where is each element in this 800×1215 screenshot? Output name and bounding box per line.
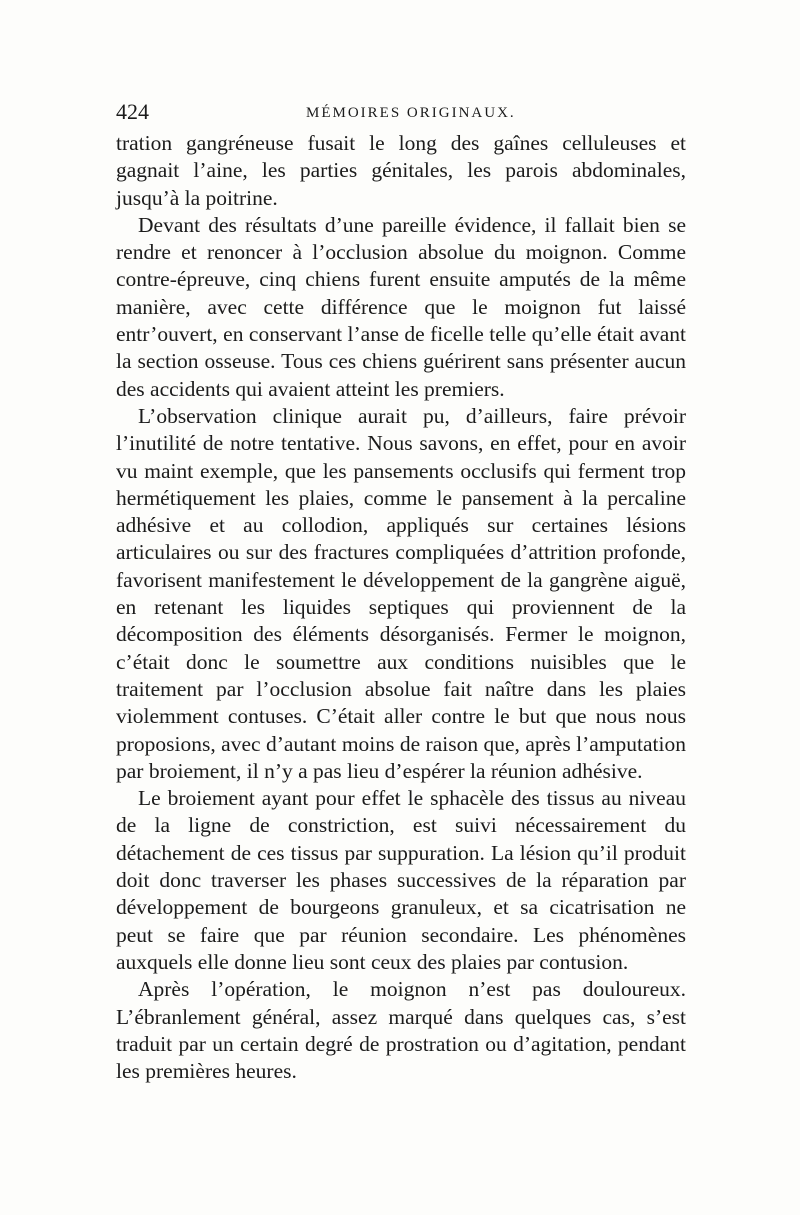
paragraph-occlusion: Devant des résultats d’une pareille évidence, il fallait bien se rendre et renoncer à l’occlusion absolue du moignon. Comme contre-épreuve, cinq chiens furent ensuite amputés de la même manière, avec cette différence que le moignon fut laissé entr’ouvert, en conservant l’anse de ficelle telle qu’elle était avant la section osseuse. Tous ces chiens guérirent sans présenter aucun des accidents qui avaient atteint les premiers. xyxy=(116,212,686,401)
body-text xyxy=(116,130,686,1085)
page-header xyxy=(116,98,684,126)
paragraph-after-operation: Après l’opération, le moignon n’est pas douloureux. L’ébranlement général, assez marqué dans quelques cas, s’est traduit par un certain degré de prostration ou d’agitation, pendant les premières heures. xyxy=(116,977,686,1084)
running-head: MÉMOIRES ORIGINAUX. xyxy=(306,105,516,121)
paragraph-broiement: Le broiement ayant pour effet le sphacèle des tissus au niveau de la ligne de constriction, est suivi nécessairement du détachement de ces tissus par suppuration. La lésion qu’il produit doit donc traverser les phases successives de la réparation par développement de bourgeons granuleux, et sa cicatrisation ne peut se faire que par réunion secondaire. Les phénomènes auxquels elle donne lieu sont ceux des plaies par contusion. xyxy=(116,786,686,974)
page-number: 424 xyxy=(116,99,149,124)
paragraph-continuation: tration gangréneuse fusait le long des gaînes celluleuses et gagnait l’aine, les parties génitales, les parois abdominales, jusqu’à la poitrine. xyxy=(116,131,686,210)
paragraph-clinical-observation: L’observation clinique aurait pu, d’ailleurs, faire prévoir l’inutilité de notre tentative. Nous savons, en effet, pour en avoir vu maint exemple, que les pansements occlusifs qui ferment trop hermétiquement les plaies, comme le pansement à la percaline adhésive et au collodion, appliqués sur certaines lésions articulaires ou sur des fractures compliquées d’attrition profonde, favorisent manifestement le développement de la gangrène aiguë, en retenant les liquides septiques qui proviennent de la décomposition des éléments désorganisés. Fermer le moignon, c’était donc le soumettre aux conditions nuisibles que le traitement par l’occlusion absolue fait naître dans les plaies violemment contuses. C’était aller contre le but que nous nous proposions, avec d’autant moins de raison que, après l’amputation par broiement, il n’y a pas lieu d’espérer la réunion adhésive. xyxy=(116,403,686,783)
